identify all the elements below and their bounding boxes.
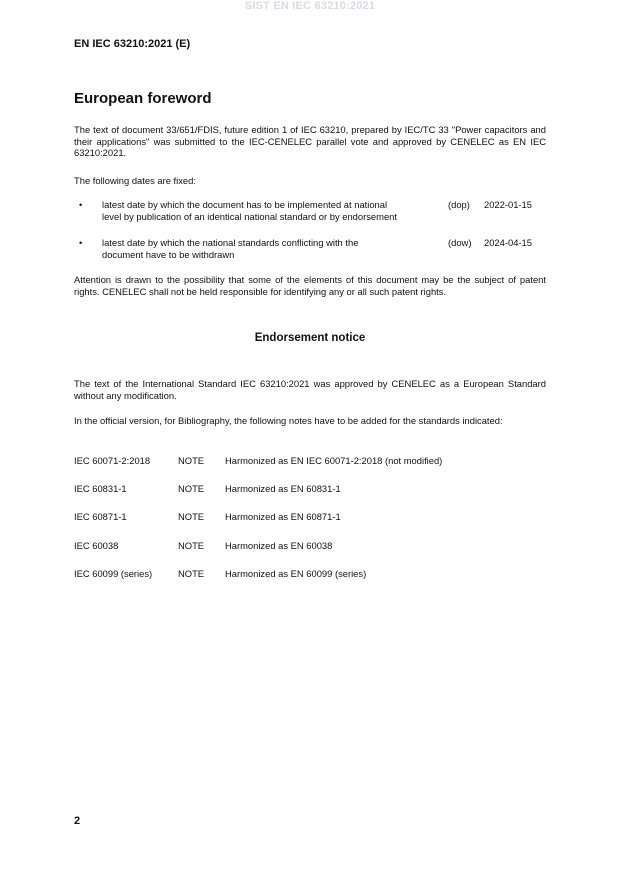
- endorsement-paragraph: The text of the International Standard IEC 63210:2021 was approved by CENELEC as a European Standard without any modification.: [74, 378, 546, 401]
- date-value: 2022-01-15: [484, 199, 532, 210]
- note-text: Harmonized as EN IEC 60071-2:2018 (not modified): [225, 455, 443, 466]
- dates-intro: The following dates are fixed:: [74, 175, 196, 186]
- document-reference: EN IEC 63210:2021 (E): [74, 38, 191, 50]
- date-item-text: latest date by which the document has to be implemented at national level by publication of an identical national standard or by endorsement: [102, 199, 397, 222]
- date-value: 2024-04-15: [484, 237, 532, 248]
- note-text: Harmonized as EN 60871-1: [225, 511, 341, 522]
- note-label: NOTE: [178, 483, 205, 494]
- date-abbreviation: (dop): [448, 199, 470, 210]
- note-text: Harmonized as EN 60099 (series): [225, 568, 367, 579]
- note-label: NOTE: [178, 568, 205, 579]
- section-title-european-foreword: European foreword: [74, 90, 212, 107]
- page-number: 2: [74, 815, 81, 827]
- bibliography-notes-intro: In the official version, for Bibliography, the following notes have to be added for the standards indicated:: [74, 415, 503, 426]
- bullet-icon: •: [79, 199, 83, 210]
- foreword-paragraph: The text of document 33/651/FDIS, future edition 1 of IEC 63210, prepared by IEC/TC 33 "Power capacitors and their applications" was submitted to the IEC-CENELEC parallel vote and approved by CENELEC as EN IEC 63210:2021.: [74, 124, 546, 159]
- note-standard: IEC 60831-1: [74, 483, 127, 494]
- section-title-endorsement-notice: Endorsement notice: [254, 332, 366, 344]
- bullet-icon: •: [79, 237, 83, 248]
- note-text: Harmonized as EN 60038: [225, 540, 333, 551]
- note-label: NOTE: [178, 540, 205, 551]
- date-item-text: latest date by which the national standards conflicting with the document have to be withdrawn: [102, 237, 359, 260]
- note-label: NOTE: [178, 511, 205, 522]
- date-abbreviation: (dow): [448, 237, 472, 248]
- watermark-header: SIST EN IEC 63210:2021: [244, 0, 376, 12]
- note-standard: IEC 60038: [74, 540, 119, 551]
- note-label: NOTE: [178, 455, 205, 466]
- note-standard: IEC 60099 (series): [74, 568, 153, 579]
- note-text: Harmonized as EN 60831-1: [225, 483, 341, 494]
- note-standard: IEC 60871-1: [74, 511, 127, 522]
- note-standard: IEC 60071-2:2018: [74, 455, 151, 466]
- patent-attention-paragraph: Attention is drawn to the possibility that some of the elements of this document may be the subject of patent rights. CENELEC shall not be held responsible for identifying any or all such patent rights.: [74, 274, 546, 297]
